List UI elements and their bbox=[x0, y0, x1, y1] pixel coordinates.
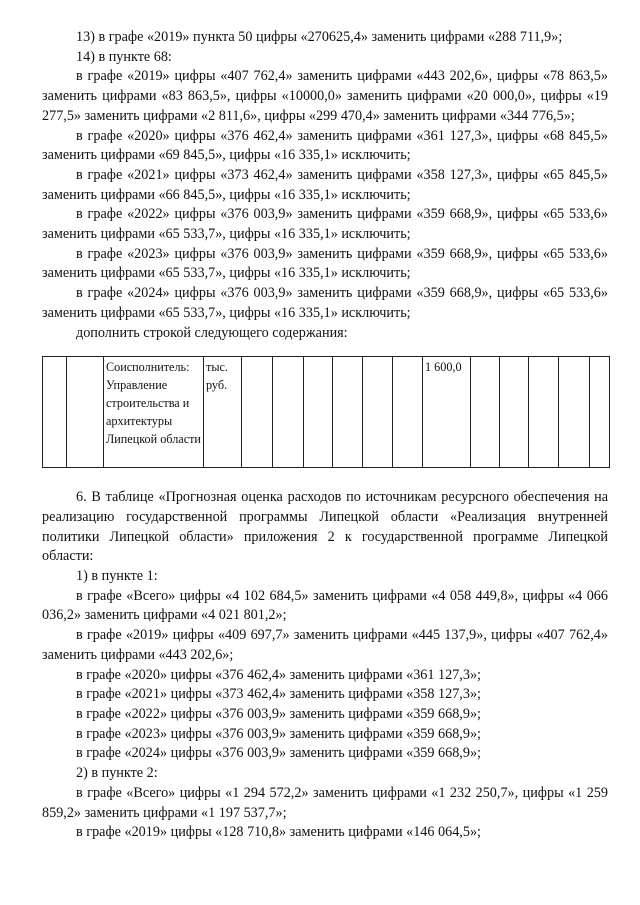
item-14-2021: в графе «2021» цифры «373 462,4» заменить цифрами «358 127,3», цифры «65 845,5» заменить цифрами «66 845,5», цифры «16 335,1» исключить; bbox=[42, 166, 608, 203]
cell-col6 bbox=[273, 357, 304, 468]
item-14-2019: в графе «2019» цифры «407 762,4» заменить цифрами «443 202,6», цифры «78 863,5» заменить цифрами «83 863,5», цифры «10000,0» заменить цифрами «20 000,0», цифры «19 277,5» заменить цифрами «2 811,6», цифры «299 470,4» заменить цифрами «344 776,5»; bbox=[42, 68, 608, 124]
cell-executor: Соисполнитель: Управление строительства и архитектуры Липецкой области bbox=[104, 357, 204, 468]
cell-col5 bbox=[242, 357, 273, 468]
cell-col9 bbox=[363, 357, 393, 468]
cell-col15 bbox=[559, 357, 590, 468]
section-6-item-1-total: в графе «Всего» цифры «4 102 684,5» заменить цифрами «4 058 449,8», цифры «4 066 036,2» заменить цифрами «4 021 801,2»; bbox=[42, 587, 608, 624]
item-14-add-row: дополнить строкой следующего содержания: bbox=[76, 324, 348, 341]
item-14-2023: в графе «2023» цифры «376 003,9» заменить цифрами «359 668,9», цифры «65 533,6» заменить цифрами «65 533,7», цифры «16 335,1» исключить; bbox=[42, 245, 608, 282]
item-13: 13) в графе «2019» пункта 50 цифры «270625,4» заменить цифрами «288 711,9»; bbox=[76, 29, 563, 45]
cell-unit: тыс. руб. bbox=[204, 357, 242, 468]
item-14-2024: в графе «2024» цифры «376 003,9» заменить цифрами «359 668,9», цифры «65 533,6» заменить цифрами «65 533,7», цифры «16 335,1» исключить; bbox=[42, 285, 608, 321]
section-6-item-1-2021: в графе «2021» цифры «373 462,4» заменить цифрами «358 127,3»; bbox=[76, 686, 481, 703]
section-6-item-2-total: в графе «Всего» цифры «1 294 572,2» заменить цифрами «1 232 250,7», цифры «1 259 859,2» заменить цифрами «1 197 537,7»; bbox=[42, 784, 608, 821]
item-14: 14) в пункте 68: bbox=[76, 48, 172, 65]
cell-col13 bbox=[500, 357, 529, 468]
cell-col8 bbox=[333, 357, 363, 468]
cell-name bbox=[67, 357, 104, 468]
item-14-2020: в графе «2020» цифры «376 462,4» заменить цифрами «361 127,3», цифры «68 845,5» заменить цифрами «69 845,5», цифры «16 335,1» исключить; bbox=[42, 127, 608, 164]
section-6-item-2-2019: в графе «2019» цифры «128 710,8» заменить цифрами «146 064,5»; bbox=[76, 824, 481, 841]
section-6: 6. В таблице «Прогнозная оценка расходов по источникам ресурсного обеспечения на реализацию государственной программы Липецкой области «Реализация внутренней политики Липецкой области» приложения 2 к государственной программе Липецкой области: bbox=[42, 489, 608, 565]
cell-value: 1 600,0 bbox=[423, 357, 471, 468]
section-6-item-1: 1) в пункте 1: bbox=[76, 568, 158, 585]
cell-col16 bbox=[590, 357, 610, 468]
section-6-item-1-2020: в графе «2020» цифры «376 462,4» заменить цифрами «361 127,3»; bbox=[76, 666, 481, 683]
section-6-item-1-2022: в графе «2022» цифры «376 003,9» заменить цифрами «359 668,9»; bbox=[76, 705, 481, 722]
section-6-item-1-2024: в графе «2024» цифры «376 003,9» заменить цифрами «359 668,9»; bbox=[76, 745, 481, 762]
item-14-2022: в графе «2022» цифры «376 003,9» заменить цифрами «359 668,9», цифры «65 533,6» заменить цифрами «65 533,7», цифры «16 335,1» исключить; bbox=[42, 206, 608, 243]
cell-col14 bbox=[529, 357, 559, 468]
document-page bbox=[42, 28, 608, 843]
cell-col12 bbox=[471, 357, 500, 468]
cell-col7 bbox=[304, 357, 333, 468]
section-6-item-2: 2) в пункте 2: bbox=[76, 765, 158, 782]
cell-col10 bbox=[393, 357, 423, 468]
section-6-item-1-2019: в графе «2019» цифры «409 697,7» заменить цифрами «445 137,9», цифры «407 762,4» заменить цифрами «443 202,6»; bbox=[42, 627, 608, 663]
section-6-item-1-2023: в графе «2023» цифры «376 003,9» заменить цифрами «359 668,9»; bbox=[76, 725, 481, 742]
inserted-row bbox=[43, 357, 610, 468]
inserted-row-table bbox=[42, 356, 610, 468]
cell-number bbox=[43, 357, 67, 468]
